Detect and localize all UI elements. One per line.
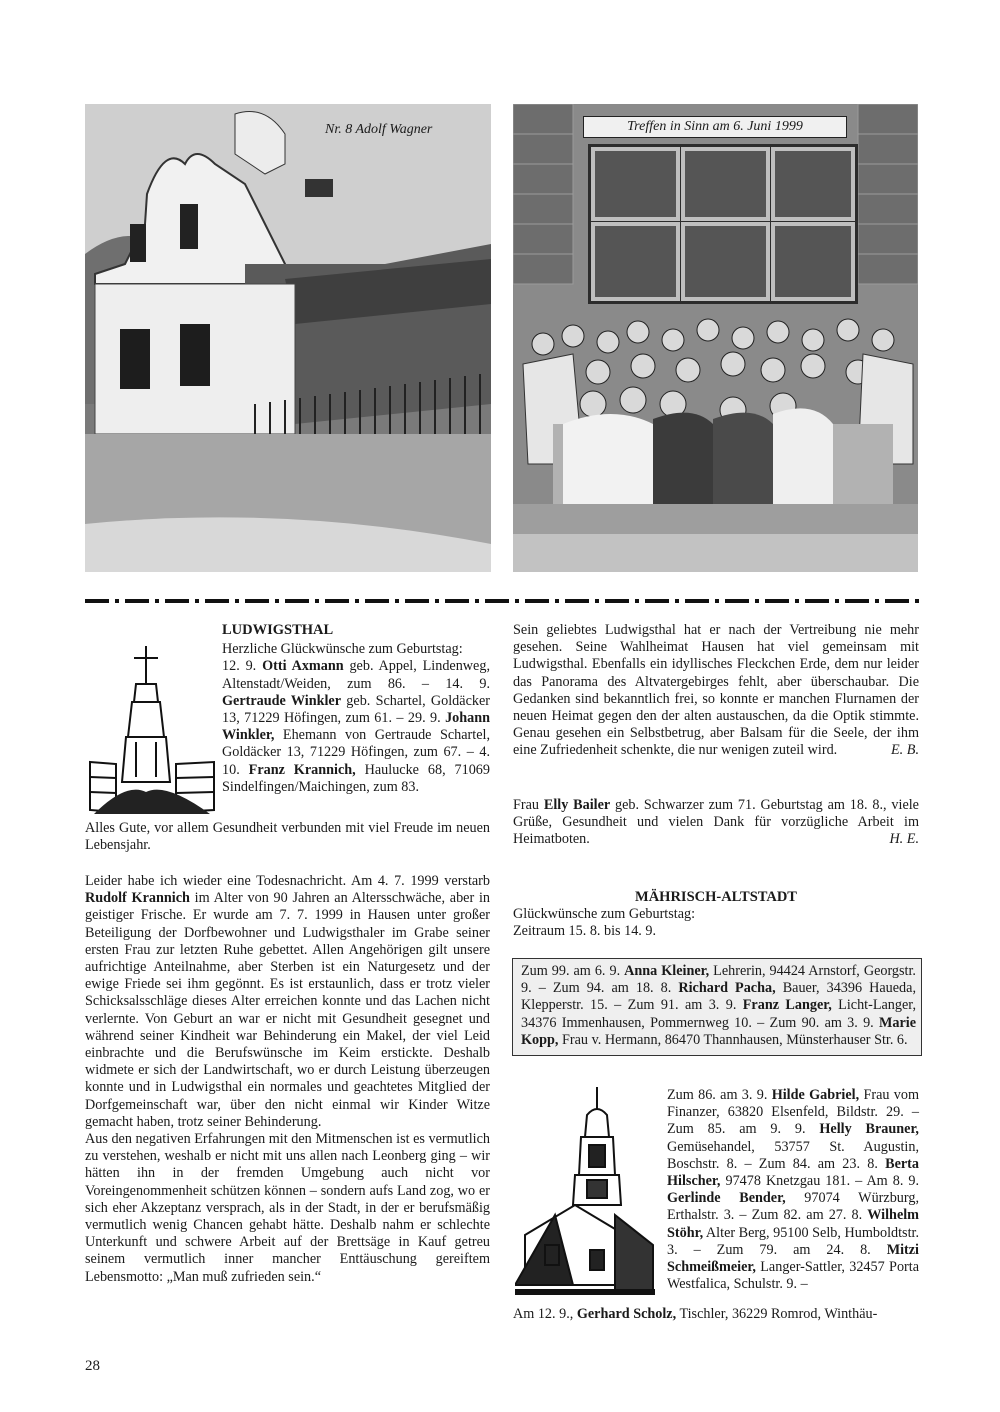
obituary-paragraph-2: Aus den negativen Erfahrungen mit den Mitmenschen ist es vermutlich zu verstehen, weshalb er nicht mit uns allen nach Leonberg ging – wir hätten ihn in der fremden Umgebung auch nicht vor Voreingenommenheit schützen können – sondern aufs Land zog, wo er sich eher Akzeptanz versprach, als in der Stadt, in der er berufsmäßig vermutlich wenig Chancen gehabt hätte. Deshalb nahm er schlechte Unterkunft und schwere Arbeit auf der Brettsäge in Kauf getreu seinem vermutlich inner mancher Enttäuschung gereiftem Lebensmotto: „Man muß zufrieden sein.“ xyxy=(85,1131,490,1285)
birthday-name: Mitzi Schmeißmeier, xyxy=(667,1241,919,1276)
birthday-name: Marie Kopp, xyxy=(521,1014,916,1048)
group-illustration xyxy=(513,104,918,572)
right-intro xyxy=(513,622,919,760)
church-illustration xyxy=(515,1085,655,1295)
elly-greeting: Frau Elly Bailer geb. Schwarzer zum 71. Geburtstag am 18. 8., viele Grüße, Gesundheit und vielen Dank für vorzügliche Arbeit im Heimatboten. H. E. xyxy=(513,797,919,848)
birthday-name: Gerhard Scholz, xyxy=(576,1306,677,1322)
birthday-list-last-line: Am 12. 9., Gerhard Scholz, Tischler, 36229 Romrod, Winthäu- xyxy=(513,1306,878,1322)
birthday-name: Gerlinde Bender, xyxy=(667,1190,786,1207)
house-photo xyxy=(85,104,491,572)
group-photo-caption: Treffen in Sinn am 6. Juni 1999 xyxy=(583,116,847,138)
maehrisch-header xyxy=(513,889,919,941)
ludwigsthal-heading: LUDWIGSTHAL xyxy=(222,622,334,638)
house-photo-caption: Nr. 8 Adolf Wagner xyxy=(325,122,433,137)
maehrisch-intro-1: Glückwünsche zum Geburtstag: xyxy=(513,906,696,923)
birthday-name: Gertraude Winkler xyxy=(222,692,342,709)
birthday-name: Otti Axmann xyxy=(262,658,344,675)
page-number: 28 xyxy=(85,1358,100,1374)
right-intro-text: Sein geliebtes Ludwigsthal hat er nach der Vertreibung nie mehr gesehen. Seine Wahlheimat Hausen hat viel gemeinsam mit Ludwigsthal. Ebenfalls ein idyllisches Fleckchen Erde, dem nur leider das Panorama des Altvatergebirges fehlt, aber überschaubar. Die Gedanken sind bekanntlich frei, so konnte er manchen Flurnamen der neuen Heimat gegen den der alten austauschen, da die Optik stimmte. Genau gesehen ein Selbstbetrug, aber Balsam für die Seele, der ihm eine Zufriedenheit schenkte, die nur wenigen zuteil wird. xyxy=(513,622,919,759)
birthday-name: Hilde Gabriel, xyxy=(771,1087,860,1103)
group-photo xyxy=(513,104,918,572)
ludwigsthal-birthday-list: 12. 9. Otti Axmann geb. Appel, Lindenweg, Altenstadt/Weiden, zum 86. – 14. 9. Gertraude Winkler geb. Schartel, Goldäcker 13, 71229 Höfingen, zum 61. – 29. 9. Johann Winkler, Ehemann von Gertraude Schartel, Goldäcker 13, 71229 Höfingen, zum 67. – 4. 10. Franz Krannich, Haulucke 68, 71069 Sindelfingen/Maichingen, zum 83. xyxy=(222,658,491,795)
ludwigsthal-section xyxy=(222,622,490,796)
highlighted-birthdays-box: Zum 99. am 6. 9. Anna Kleiner, Lehrerin, 94424 Arnstorf, Georgstr. 9. – Zum 94. am 18. 8. Richard Pacha, Bauer, 34396 Haueda, Klepperstr. 15. – Zum 91. am 3. 9. Franz Langer, Licht-Langer, 34376 Immenhausen, Pommernweg 10. – Zum 90. am 3. 9. Marie Kopp, Frau v. Hermann, 86470 Thannhausen, Münsterhauser Str. 6. xyxy=(512,958,922,1056)
birthday-name: Helly Brauner, xyxy=(819,1121,919,1138)
ludwigsthal-wishes: Alles Gute, vor allem Gesundheit verbunden mit viel Freude im neuen Lebensjahr. xyxy=(85,820,490,854)
birthday-name: Anna Kleiner, xyxy=(624,963,710,979)
birthday-name: Johann Winkler, xyxy=(222,710,491,744)
birthday-list: Zum 86. am 3. 9. Hilde Gabriel, Frau vom Finanzer, 63820 Elsenfeld, Bildstr. 29. – Zum 85. am 9. 9. Helly Brauner, Gemüsehandel, 53757 St. Augustin, Boschstr. 8. – Zum 84. am 23. 8. Berta Hilscher, 97478 Knetzgau 181. – Am 8. 9. Gerlinde Bender, 97074 Würzburg, Erthalstr. 3. – Zum 82. am 27. 8. Wilhelm Stöhr, Alter Berg, 95100 Selb, Humboldtstr. 3. – Zum 79. am 24. 8. Mitzi Schmeißmeier, Langer-Sattler, 32457 Porta Westfalica, Schulstr. 9. – xyxy=(667,1087,919,1293)
greeting-name: Elly Bailer xyxy=(543,797,611,813)
author-signature: E. B. xyxy=(891,742,919,759)
maehrisch-heading: MÄHRISCH-ALTSTADT xyxy=(635,889,797,905)
birthday-name: Franz Krannich, xyxy=(248,761,356,778)
section-divider xyxy=(85,599,920,603)
ludwigsthal-intro: Herzliche Glückwünsche zum Geburtstag: xyxy=(222,641,463,658)
house-illustration xyxy=(85,104,491,572)
maehrisch-intro-2: Zeitraum 15. 8. bis 14. 9. xyxy=(513,923,657,940)
chapel-illustration xyxy=(86,642,218,820)
obituary-section xyxy=(85,873,490,1286)
greeting-signature: H. E. xyxy=(889,831,919,848)
birthday-name: Berta Hilscher, xyxy=(667,1155,919,1190)
obituary-paragraph-1: Leider habe ich wieder eine Todesnachricht. Am 4. 7. 1999 verstarb Rudolf Krannich im Alter von 90 Jahren an Altersschwäche, aber in geistiger Frische. Er wurde am 7. 7. 1999 in Hausen unter großer Beteiligung der Dorfbewohner und Ludwigsthaler im Grabe seiner ersten Frau zur letzten Ruhe gebettet. Allen Angehörigen gilt unsere aufrichtige Anteilnahme, aber Sterben ist ein Naturgesetz und der ewige Friede sei ihm gegönnt. Es ist erstaunlich, dass er trotz vieler Schicksalsschläge dieses Alter erreichen konnte und das Lachen nicht verlernte. Von Geburt an war er nicht mit Gesundheit gesegnet und während seiner Kindheit war Behinderung ein Makel, der viel Leid einbrachte und die Berufswünsche im Keim erstickte. Deshalb widmete er sich der Landwirtschaft, wo er durch Leistung überzeugen konnte und in Ludwigsthal ein normales und geachtetes Mitglied der Dorfgemeinschaft war, über den nicht einmal wir Kinder Witze gemacht haben, trotz seiner Behinderung. xyxy=(85,873,490,1130)
birthday-name: Richard Pacha, xyxy=(678,980,776,997)
birthday-name: Wilhelm Stöhr, xyxy=(667,1207,919,1241)
deceased-name: Rudolf Krannich xyxy=(85,890,190,907)
birthday-name: Franz Langer, xyxy=(742,997,832,1014)
